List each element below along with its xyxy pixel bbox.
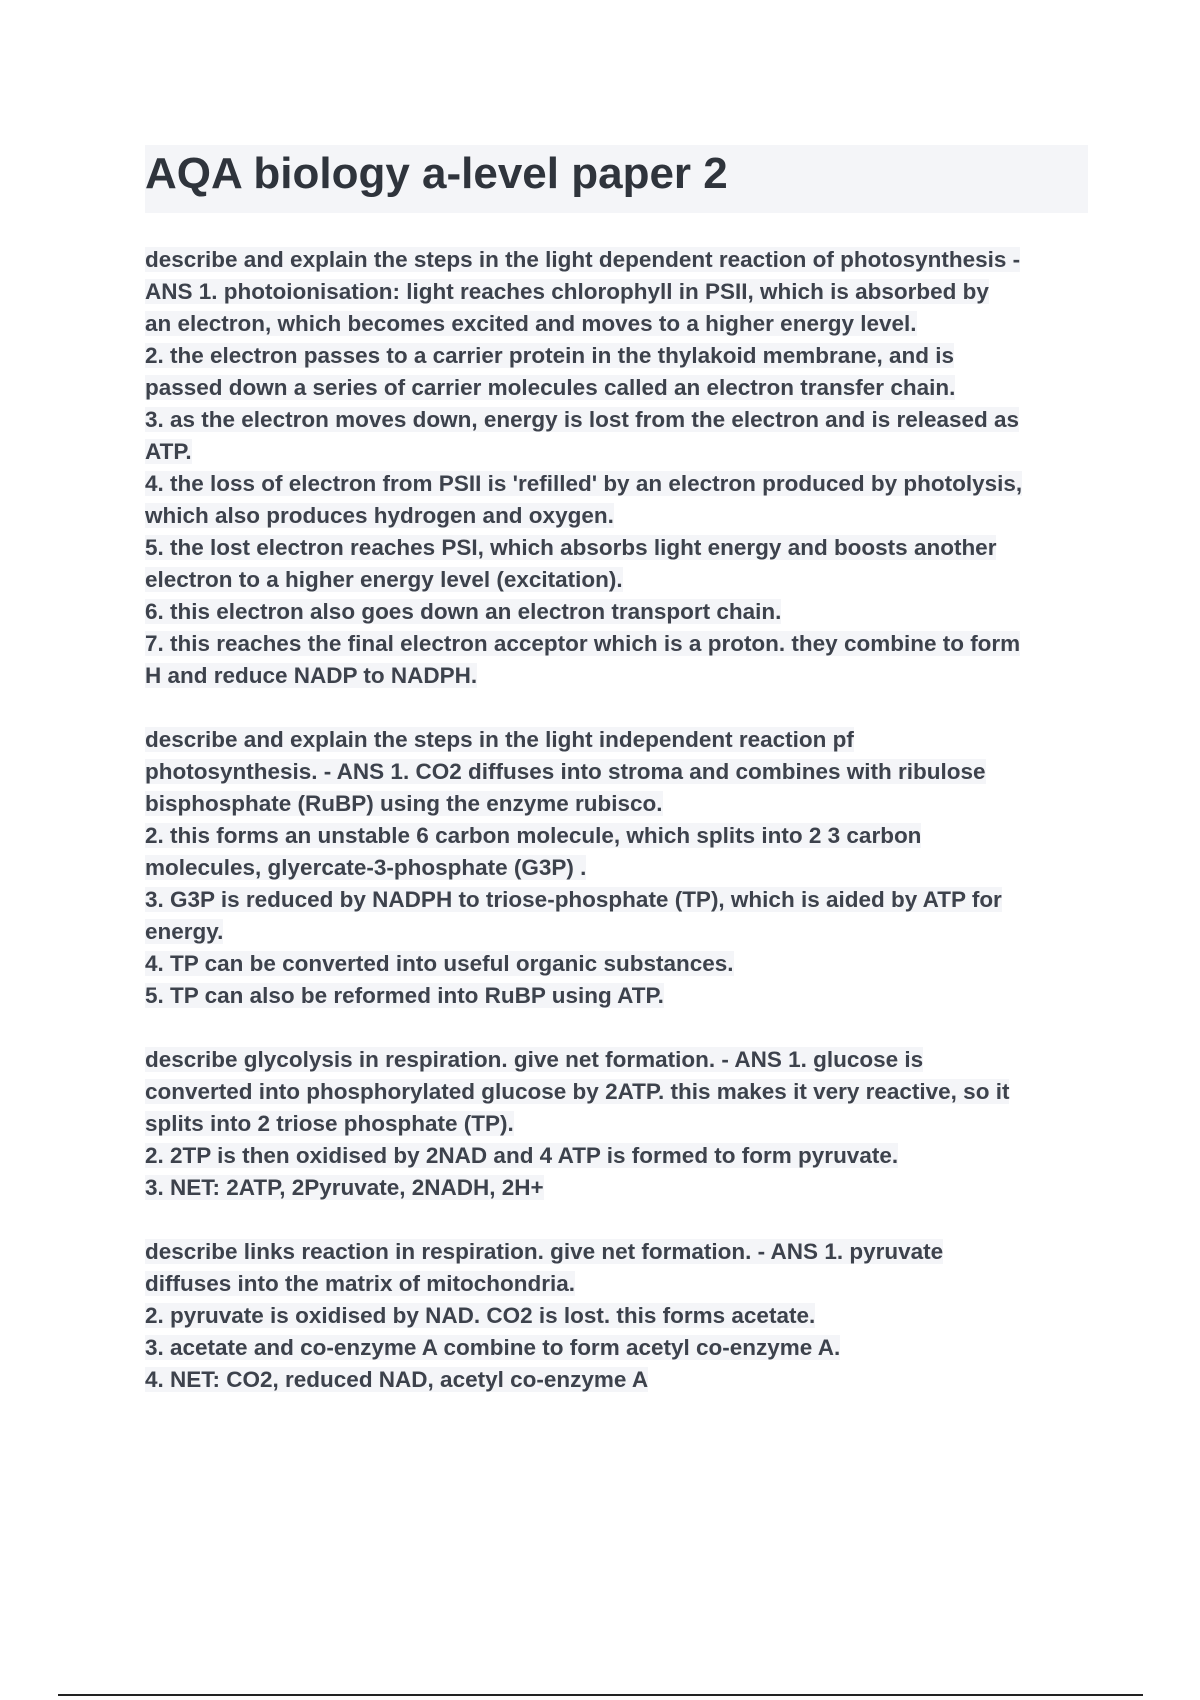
flashcard-3 xyxy=(145,1044,1095,1204)
text-line-content: ATP. xyxy=(145,439,192,464)
text-line-content: 3. G3P is reduced by NADPH to triose-phosphate (TP), which is aided by ATP for xyxy=(145,887,1002,912)
text-line-content: describe glycolysis in respiration. give net formation. - ANS 1. glucose is xyxy=(145,1047,924,1072)
text-line xyxy=(145,916,1095,948)
text-line-content: diffuses into the matrix of mitochondria. xyxy=(145,1271,576,1296)
text-line xyxy=(145,340,1095,372)
text-line xyxy=(145,660,1095,692)
text-line xyxy=(145,724,1095,756)
text-line-content: 2. pyruvate is oxidised by NAD. CO2 is lost. this forms acetate. xyxy=(145,1303,816,1328)
text-line xyxy=(145,404,1095,436)
text-line xyxy=(145,980,1095,1012)
text-line xyxy=(145,1108,1095,1140)
text-line xyxy=(145,820,1095,852)
text-line-content: 4. the loss of electron from PSII is 'refilled' by an electron produced by photolysis, xyxy=(145,471,1023,496)
text-line xyxy=(145,596,1095,628)
text-line xyxy=(145,1236,1095,1268)
text-line xyxy=(145,884,1095,916)
text-line-content: 6. this electron also goes down an electron transport chain. xyxy=(145,599,782,624)
page-title: AQA biology a-level paper 2 xyxy=(145,149,728,198)
text-line-content: 4. TP can be converted into useful organic substances. xyxy=(145,951,734,976)
text-line xyxy=(145,308,1095,340)
text-line-content: converted into phosphorylated glucose by 2ATP. this makes it very reactive, so it xyxy=(145,1079,1010,1104)
flashcard-2 xyxy=(145,724,1095,1012)
text-line-content: 3. as the electron moves down, energy is lost from the electron and is released as xyxy=(145,407,1020,432)
text-line xyxy=(145,948,1095,980)
text-line xyxy=(145,1172,1095,1204)
flashcard-4 xyxy=(145,1236,1095,1396)
text-line xyxy=(145,1364,1095,1396)
text-line-content: 2. the electron passes to a carrier protein in the thylakoid membrane, and is xyxy=(145,343,955,368)
text-line-content: electron to a higher energy level (excitation). xyxy=(145,567,623,592)
text-line xyxy=(145,468,1095,500)
text-line-content: describe and explain the steps in the light independent reaction pf xyxy=(145,727,854,752)
text-line-content: 2. 2TP is then oxidised by 2NAD and 4 ATP is formed to form pyruvate. xyxy=(145,1143,899,1168)
text-line-content: bisphosphate (RuBP) using the enzyme rubisco. xyxy=(145,791,663,816)
text-line xyxy=(145,1300,1095,1332)
text-line xyxy=(145,1332,1095,1364)
text-line-content: photosynthesis. - ANS 1. CO2 diffuses into stroma and combines with ribulose xyxy=(145,759,986,784)
text-line-content: ANS 1. photoionisation: light reaches chlorophyll in PSII, which is absorbed by xyxy=(145,279,989,304)
text-line xyxy=(145,500,1095,532)
text-line-content: describe and explain the steps in the light dependent reaction of photosynthesis - xyxy=(145,247,1021,272)
text-line xyxy=(145,564,1095,596)
text-line xyxy=(145,1140,1095,1172)
text-line-content: energy. xyxy=(145,919,224,944)
text-line xyxy=(145,628,1095,660)
text-line xyxy=(145,436,1095,468)
text-line-content: molecules, glyercate-3-phosphate (G3P) . xyxy=(145,855,587,880)
text-line-content: 7. this reaches the final electron acceptor which is a proton. they combine to form xyxy=(145,631,1021,656)
flashcard-list xyxy=(145,244,1095,1428)
title-bar xyxy=(145,145,1088,213)
flashcard-1 xyxy=(145,244,1095,692)
text-line xyxy=(145,1076,1095,1108)
text-line xyxy=(145,276,1095,308)
text-line xyxy=(145,788,1095,820)
footer-divider xyxy=(58,1694,1143,1696)
text-line-content: 5. the lost electron reaches PSI, which absorbs light energy and boosts another xyxy=(145,535,997,560)
text-line-content: splits into 2 triose phosphate (TP). xyxy=(145,1111,514,1136)
text-line xyxy=(145,372,1095,404)
text-line xyxy=(145,756,1095,788)
text-line-content: 5. TP can also be reformed into RuBP using ATP. xyxy=(145,983,664,1008)
text-line-content: 3. acetate and co-enzyme A combine to form acetyl co-enzyme A. xyxy=(145,1335,841,1360)
text-line xyxy=(145,852,1095,884)
text-line-content: an electron, which becomes excited and moves to a higher energy level. xyxy=(145,311,917,336)
text-line-content: 2. this forms an unstable 6 carbon molecule, which splits into 2 3 carbon xyxy=(145,823,922,848)
text-line-content: 3. NET: 2ATP, 2Pyruvate, 2NADH, 2H+ xyxy=(145,1175,544,1200)
text-line xyxy=(145,1044,1095,1076)
text-line-content: describe links reaction in respiration. give net formation. - ANS 1. pyruvate xyxy=(145,1239,944,1264)
text-line-content: 4. NET: CO2, reduced NAD, acetyl co-enzyme A xyxy=(145,1367,649,1392)
text-line-content: passed down a series of carrier molecules called an electron transfer chain. xyxy=(145,375,956,400)
text-line xyxy=(145,532,1095,564)
text-line xyxy=(145,1268,1095,1300)
text-line xyxy=(145,244,1095,276)
text-line-content: H and reduce NADP to NADPH. xyxy=(145,663,478,688)
text-line-content: which also produces hydrogen and oxygen. xyxy=(145,503,614,528)
